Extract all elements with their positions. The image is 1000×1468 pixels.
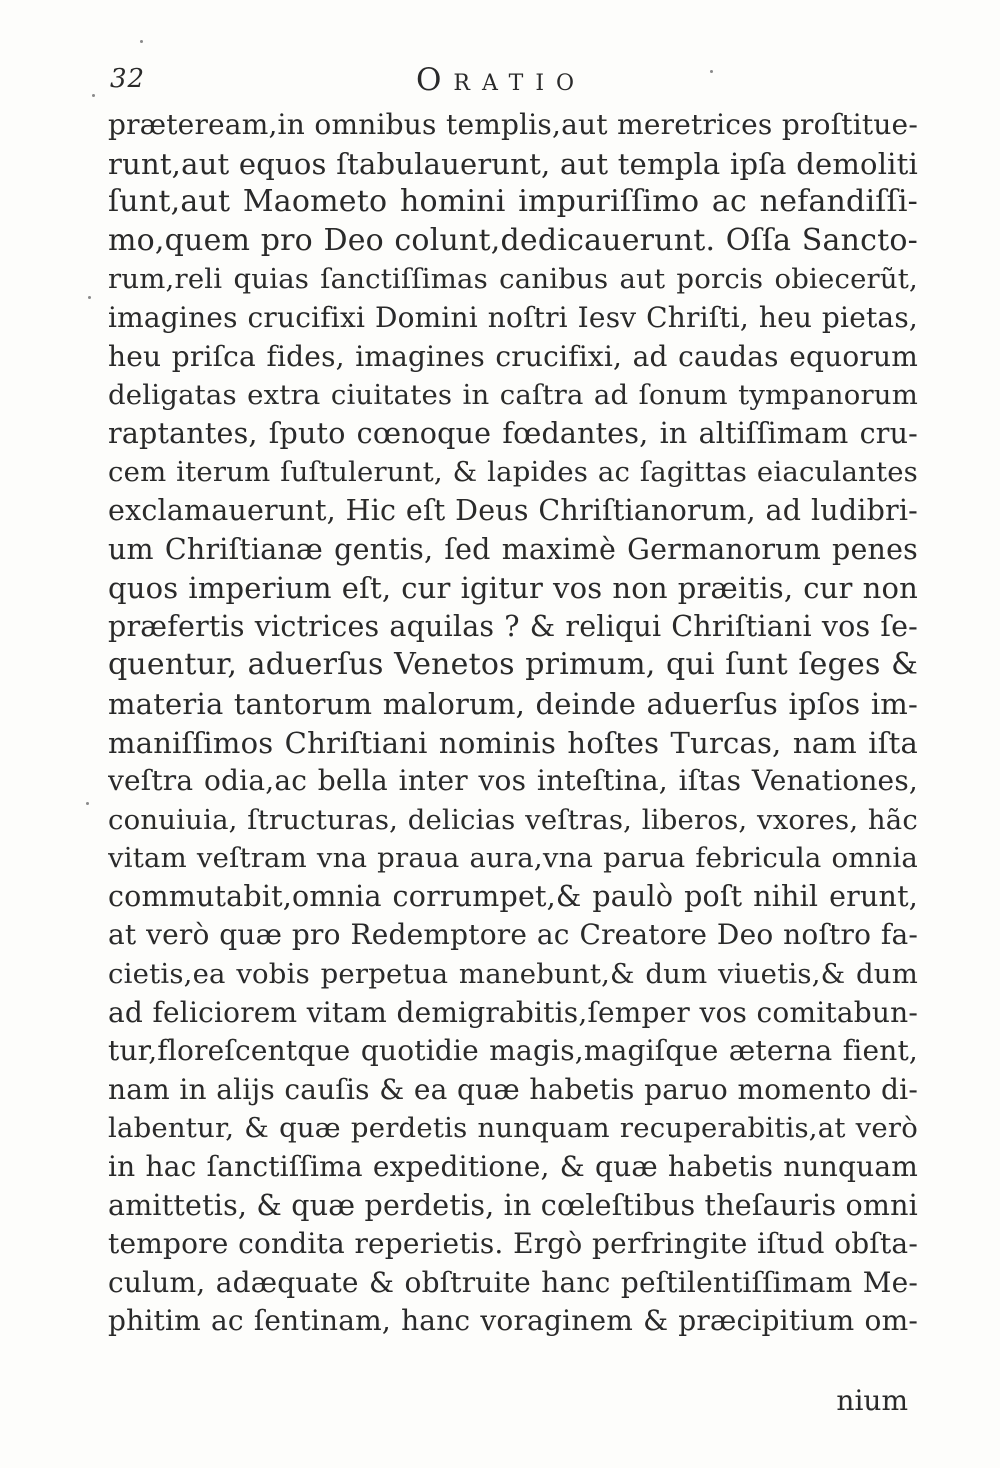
text-line: quentur, aduerſus Venetos primum, qui ſunt ſeges & <box>108 647 918 683</box>
text-line: nam in alijs cauſis & ea quæ habetis paruo momento di- <box>108 1072 918 1106</box>
text-line: raptantes, ſputo cœnoque fœdantes, in altiſſimam cru- <box>108 416 918 450</box>
page-number: 32 <box>110 64 146 94</box>
text-line: runt,aut equos ſtabulauerunt, aut templa ipſa demoliti <box>108 146 918 181</box>
text-line: tempore condita reperietis. Ergò perfringite iſtud obſta- <box>108 1227 918 1261</box>
text-line: conuiuia, ſtructuras, delicias veſtras, liberos, vxores, hãc <box>108 803 918 836</box>
text-line: exclamauerunt, Hic eſt Deus Chriſtianorum, ad ludibri- <box>108 493 918 527</box>
text-line: præfertis victrices aquilas ? & reliqui Chriſtiani vos ſe- <box>108 609 918 643</box>
text-line: materia tantorum malorum, deinde aduerſus ipſos im- <box>108 686 918 721</box>
text-line: maniſſimos Chriſtiani nominis hoſtes Turcas, nam iſta <box>108 725 918 760</box>
text-line: ſunt,aut Maometo homini impuriſſimo ac nefandiſſi- <box>108 184 918 220</box>
text-line: ad feliciorem vitam demigrabitis,ſemper vos comitabun- <box>108 995 918 1029</box>
text-line: culum, adæquate & obſtruite hanc peſtilentiſſimam Me- <box>108 1265 918 1299</box>
body-text <box>108 106 918 1341</box>
print-speck <box>710 70 713 73</box>
text-line: amittetis, & quæ perdetis, in cœleſtibus theſauris omni <box>108 1188 918 1222</box>
text-line: tur,floreſcentque quotidie magis,magiſque æterna fient, <box>108 1034 918 1068</box>
text-line: in hac ſanctiſſima expeditione, & quæ habetis nunquam <box>108 1150 918 1184</box>
text-line: deligatas extra ciuitates in caſtra ad ſonum tympanorum <box>108 379 918 412</box>
text-line: commutabit,omnia corrumpet,& paulò poſt nihil erunt, <box>108 879 918 913</box>
text-line: phitim ac ſentinam, hanc voraginem & præcipitium om- <box>108 1304 918 1338</box>
running-title: Oratio <box>416 62 587 98</box>
text-line: mo,quem pro Deo colunt,dedicauerunt. Oſſa Sancto- <box>108 222 918 258</box>
text-line: heu priſca fides, imagines crucifixi, ad caudas equorum <box>108 339 918 373</box>
print-speck <box>140 40 143 43</box>
print-speck <box>86 802 89 805</box>
page-header <box>108 62 908 102</box>
text-line: præteream,in omnibus templis,aut meretrices proſtitue- <box>108 108 918 141</box>
text-line: labentur, & quæ perdetis nunquam recuperabitis,at verò <box>108 1112 918 1145</box>
print-speck <box>88 296 91 299</box>
text-line: cem iterum ſuſtulerunt, & lapides ac ſagittas eiaculantes <box>108 456 918 489</box>
text-line: at verò quæ pro Redemptore ac Creatore Deo noſtro fa- <box>108 918 918 952</box>
text-line: um Chriſtianæ gentis, ſed maximè Germanorum penes <box>108 532 918 566</box>
print-speck <box>92 94 95 97</box>
catchword: nium <box>836 1384 908 1417</box>
text-line: vitam veſtram vna praua aura,vna parua febricula omnia <box>108 842 918 875</box>
text-line: cietis,ea vobis perpetua manebunt,& dum viuetis,& dum <box>108 958 918 991</box>
text-line: rum,reli quias ſanctiſſimas canibus aut porcis obiecerũt, <box>108 263 918 296</box>
text-line: imagines crucifixi Domini noſtri Iesv Chriſti, heu pietas, <box>108 300 918 334</box>
text-line: quos imperium eſt, cur igitur vos non præitis, cur non <box>108 571 918 606</box>
text-line: veſtra odia,ac bella inter vos inteſtina, iſtas Venationes, <box>108 764 918 798</box>
